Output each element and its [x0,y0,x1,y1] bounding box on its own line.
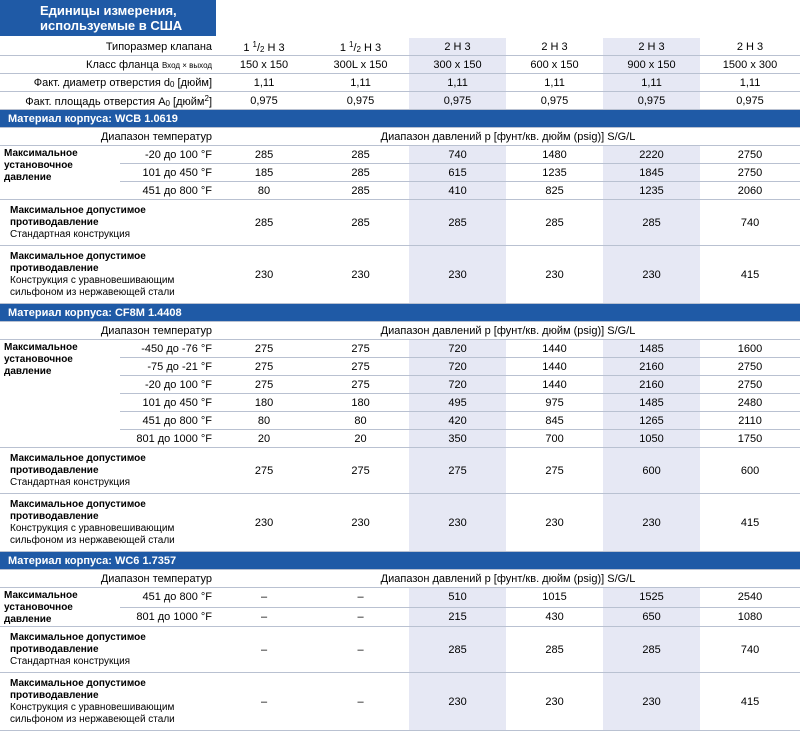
diameter-value: 1,11 [700,74,800,92]
pressure-value: 720 [409,376,506,394]
pressure-value: 1440 [506,340,603,358]
valve-size: 2 H 3 [506,38,603,56]
header-row [0,74,800,92]
pressure-value: 1235 [506,164,603,182]
pressure-value: 180 [312,394,409,412]
pressure-value: 1265 [603,412,700,430]
pressure-value: – [312,588,409,608]
temp-range: -450 до -76 °F [120,340,216,358]
flange-class: 300 x 150 [409,56,506,74]
pressure-value: 275 [216,448,312,494]
pressure-value: 2540 [700,588,800,608]
pressure-value: 285 [312,146,409,164]
table-row [0,246,800,304]
pressure-value: 275 [312,358,409,376]
pressure-value: 285 [312,182,409,200]
pressure-value: 700 [506,430,603,448]
table-row [0,607,800,627]
pressure-value: 230 [506,494,603,552]
pressure-value: 285 [216,200,312,246]
pressure-value: – [216,673,312,731]
pressure-value: 230 [312,494,409,552]
pressure-value: 1750 [700,430,800,448]
pressure-value: 230 [216,494,312,552]
range-header-row [0,322,800,340]
temp-range-label: Диапазон температур [0,570,216,588]
pressure-value: 2750 [700,376,800,394]
temp-range: -20 до 100 °F [120,146,216,164]
pressure-value: 1485 [603,394,700,412]
valve-size: 1 $^1$/2 H 3 [216,38,312,56]
table-row [0,430,800,448]
pressure-value: 230 [409,494,506,552]
range-header-row [0,128,800,146]
temp-range-label: Диапазон температур [0,322,216,340]
valve-size: 2 H 3 [409,38,506,56]
pressure-value: 230 [603,246,700,304]
area-value: 0,975 [700,92,800,110]
temp-range: 451 до 800 °F [120,412,216,430]
pressure-value: 1015 [506,588,603,608]
pressure-value: 2750 [700,146,800,164]
pressure-value: 285 [506,200,603,246]
pressure-value: 600 [700,448,800,494]
header-row [0,38,800,56]
flange-class: 300L x 150 [312,56,409,74]
pressure-value: 20 [216,430,312,448]
area-value: 0,975 [506,92,603,110]
pressure-value: 275 [409,448,506,494]
pressure-value: – [216,627,312,673]
pressure-value: 275 [312,340,409,358]
pressure-value: 2480 [700,394,800,412]
table-row [0,376,800,394]
pressure-value: 275 [216,376,312,394]
pressure-range-label: Диапазон давлений p [фунт/кв. дюйм (psig)] S/G/L [216,322,800,340]
pressure-value: 80 [216,412,312,430]
valve-size: 1 $^1$/2 H 3 [312,38,409,56]
table-row [0,182,800,200]
table-row [0,588,800,608]
pressure-value: 600 [603,448,700,494]
pressure-value: 1525 [603,588,700,608]
pressure-value: 285 [506,627,603,673]
pressure-value: 430 [506,607,603,627]
valve-size: 2 H 3 [603,38,700,56]
temp-range: -75 до -21 °F [120,358,216,376]
pressure-value: 285 [216,146,312,164]
table-row [0,673,800,731]
area-value: 0,975 [312,92,409,110]
pressure-value: 2060 [700,182,800,200]
pressure-value: 2750 [700,164,800,182]
pressure-value: 185 [216,164,312,182]
pressure-value: 2750 [700,358,800,376]
pressure-value: 415 [700,494,800,552]
max-set-pressure-label: Максимальное установочное давление [0,146,120,200]
temp-range: -20 до 100 °F [120,376,216,394]
table-row [0,627,800,673]
pressure-value: 230 [409,673,506,731]
pressure-value: 1845 [603,164,700,182]
pressure-value: 845 [506,412,603,430]
pressure-value: 230 [506,246,603,304]
pressure-value: 740 [409,146,506,164]
pressure-value: 740 [700,627,800,673]
temp-range: 101 до 450 °F [120,164,216,182]
max-backpressure-bellows-label: Максимальное допустимое противодавление Конструкция с уравновешивающим сильфоном из нержавеющей стали [0,673,216,731]
section-header [0,110,800,128]
table-row [0,358,800,376]
temp-range: 451 до 800 °F [120,588,216,608]
max-backpressure-standard-label: Максимальное допустимое противодавление Стандартная конструкция [0,200,216,246]
pressure-value: 275 [216,358,312,376]
table-row [0,448,800,494]
pressure-value: 975 [506,394,603,412]
pressure-value: 1480 [506,146,603,164]
pressure-range-label: Диапазон давлений p [фунт/кв. дюйм (psig)] S/G/L [216,128,800,146]
flange-class: 600 x 150 [506,56,603,74]
section-title: Материал корпуса: CF8M 1.4408 [0,304,800,322]
pressure-value: 285 [312,200,409,246]
pressure-value: 230 [603,673,700,731]
pressure-value: 615 [409,164,506,182]
max-backpressure-standard-label: Максимальное допустимое противодавление Стандартная конструкция [0,627,216,673]
pressure-value: 1440 [506,376,603,394]
pressure-value: 80 [216,182,312,200]
pressure-value: 285 [312,164,409,182]
pressure-value: 740 [700,200,800,246]
flange-class: 1500 x 300 [700,56,800,74]
temp-range-label: Диапазон температур [0,128,216,146]
pressure-value: 510 [409,588,506,608]
diameter-value: 1,11 [216,74,312,92]
area-value: 0,975 [409,92,506,110]
pressure-value: 20 [312,430,409,448]
area-value: 0,975 [216,92,312,110]
pressure-table [0,38,800,731]
pressure-value: 1080 [700,607,800,627]
pressure-value: – [312,607,409,627]
pressure-value: 1485 [603,340,700,358]
flange-class: 900 x 150 [603,56,700,74]
pressure-range-label: Диапазон давлений p [фунт/кв. дюйм (psig)] S/G/L [216,570,800,588]
diameter-value: 1,11 [312,74,409,92]
units-header: Единицы измерения, используемые в США [0,0,216,36]
pressure-value: 825 [506,182,603,200]
max-set-pressure-label: Максимальное установочное давление [0,340,120,448]
temp-range: 801 до 1000 °F [120,430,216,448]
range-header-row [0,570,800,588]
table-row [0,164,800,182]
flange-class: 150 x 150 [216,56,312,74]
pressure-value: 495 [409,394,506,412]
max-backpressure-bellows-label: Максимальное допустимое противодавление Конструкция с уравновешивающим сильфоном из нержавеющей стали [0,246,216,304]
pressure-value: 230 [506,673,603,731]
area-label: Факт. площадь отверстия A0 [дюйм$^2$] [0,92,216,110]
table-row [0,494,800,552]
pressure-value: 2110 [700,412,800,430]
flange-class-label: Класс фланца Вход × выход [0,56,216,74]
pressure-value: 650 [603,607,700,627]
table-row [0,340,800,358]
pressure-value: 2220 [603,146,700,164]
pressure-value: 415 [700,246,800,304]
area-value: 0,975 [603,92,700,110]
header-row [0,92,800,110]
section-title: Материал корпуса: WCB 1.0619 [0,110,800,128]
section-title: Материал корпуса: WC6 1.7357 [0,552,800,570]
pressure-value: – [216,588,312,608]
diameter-value: 1,11 [506,74,603,92]
pressure-value: – [312,627,409,673]
pressure-value: 275 [312,448,409,494]
pressure-value: 230 [312,246,409,304]
pressure-value: 2160 [603,376,700,394]
pressure-value: 720 [409,340,506,358]
max-set-pressure-label: Максимальное установочное давление [0,588,120,627]
pressure-value: 2160 [603,358,700,376]
temp-range: 801 до 1000 °F [120,607,216,627]
valve-size: 2 H 3 [700,38,800,56]
pressure-value: 1235 [603,182,700,200]
pressure-value: 275 [216,340,312,358]
pressure-value: 1600 [700,340,800,358]
diameter-value: 1,11 [603,74,700,92]
pressure-value: 285 [409,200,506,246]
pressure-value: 230 [409,246,506,304]
pressure-value: – [312,673,409,731]
pressure-value: 285 [603,627,700,673]
pressure-value: 1050 [603,430,700,448]
max-backpressure-bellows-label: Максимальное допустимое противодавление Конструкция с уравновешивающим сильфоном из нержавеющей стали [0,494,216,552]
pressure-value: 215 [409,607,506,627]
max-backpressure-standard-label: Максимальное допустимое противодавление Стандартная конструкция [0,448,216,494]
pressure-value: 180 [216,394,312,412]
pressure-value: 350 [409,430,506,448]
pressure-value: 420 [409,412,506,430]
pressure-value: 275 [312,376,409,394]
temp-range: 101 до 450 °F [120,394,216,412]
header-row [0,56,800,74]
pressure-value: 720 [409,358,506,376]
pressure-value: – [216,607,312,627]
pressure-value: 415 [700,673,800,731]
diameter-label: Факт. диаметр отверстия d0 [дюйм] [0,74,216,92]
pressure-value: 285 [409,627,506,673]
diameter-value: 1,11 [409,74,506,92]
pressure-value: 275 [506,448,603,494]
table-row [0,200,800,246]
pressure-value: 410 [409,182,506,200]
section-header [0,304,800,322]
pressure-value: 1440 [506,358,603,376]
pressure-value: 80 [312,412,409,430]
table-row [0,412,800,430]
temp-range: 451 до 800 °F [120,182,216,200]
pressure-value: 230 [603,494,700,552]
pressure-value: 285 [603,200,700,246]
table-row [0,394,800,412]
pressure-value: 230 [216,246,312,304]
section-header [0,552,800,570]
valve-size-label: Типоразмер клапана [0,38,216,56]
table-row [0,146,800,164]
